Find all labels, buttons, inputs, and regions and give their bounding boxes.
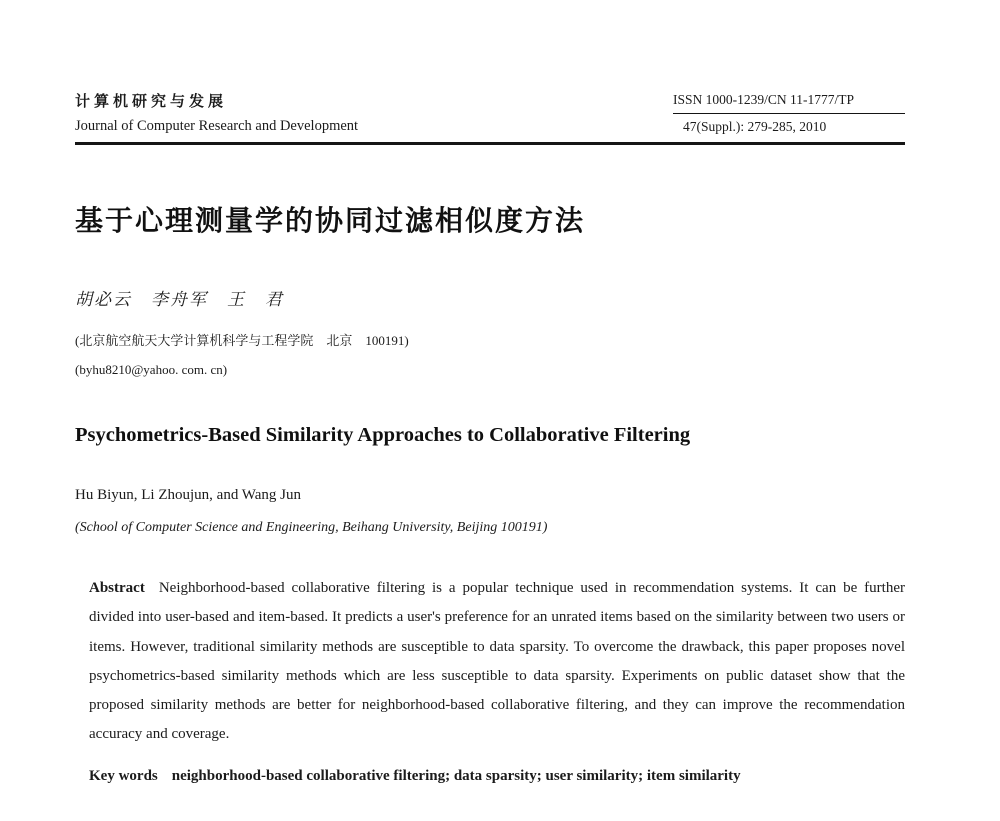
title-english: Psychometrics-Based Similarity Approaches to Collaborative Filtering <box>75 424 691 446</box>
journal-name-chinese: 计算机研究与发展 <box>75 94 228 110</box>
authors-chinese: 胡必云 李舟军 王 君 <box>75 290 284 309</box>
keywords-paragraph <box>89 762 905 791</box>
affiliation-chinese: (北京航空航天大学计算机科学与工程学院 北京 100191) <box>75 333 409 348</box>
abstract-text: Neighborhood-based collaborative filtering is a popular technique used in recommendation systems. It can be further divided into user-based and item-based. It predicts a user's preference for an unrated items based on the similarity between two users or items. However, traditional similarity methods are susceptible to data sparsity. To overcome the drawback, this paper proposes novel psychometrics-based similarity methods which are less susceptible to data sparsity. Experiments on public dataset show that the proposed similarity methods are better for neighborhood-based collaborative filtering, and they can improve the recommendation accuracy and coverage. <box>89 580 905 743</box>
issn-line: ISSN 1000-1239/CN 11-1777/TP <box>673 92 905 114</box>
email-line: (byhu8210@yahoo. com. cn) <box>75 362 228 377</box>
keywords-label: Key words <box>89 767 158 784</box>
volume-issue-line: 47(Suppl.): 279-285, 2010 <box>683 119 827 134</box>
title-chinese: 基于心理测量学的协同过滤相似度方法 <box>75 205 586 236</box>
abstract-label: Abstract <box>89 580 145 596</box>
journal-name-block <box>75 90 358 135</box>
keywords-text: neighborhood-based collaborative filtering; data sparsity; user similarity; item similarity <box>171 767 741 784</box>
abstract-paragraph <box>89 574 905 750</box>
affiliation-english: (School of Computer Science and Engineering, Beihang University, Beijing 100191) <box>75 520 548 535</box>
journal-name-english: Journal of Computer Research and Development <box>75 118 359 134</box>
authors-english: Hu Biyun, Li Zhoujun, and Wang Jun <box>75 487 302 503</box>
journal-issue-block <box>673 92 905 135</box>
journal-header <box>75 90 905 145</box>
